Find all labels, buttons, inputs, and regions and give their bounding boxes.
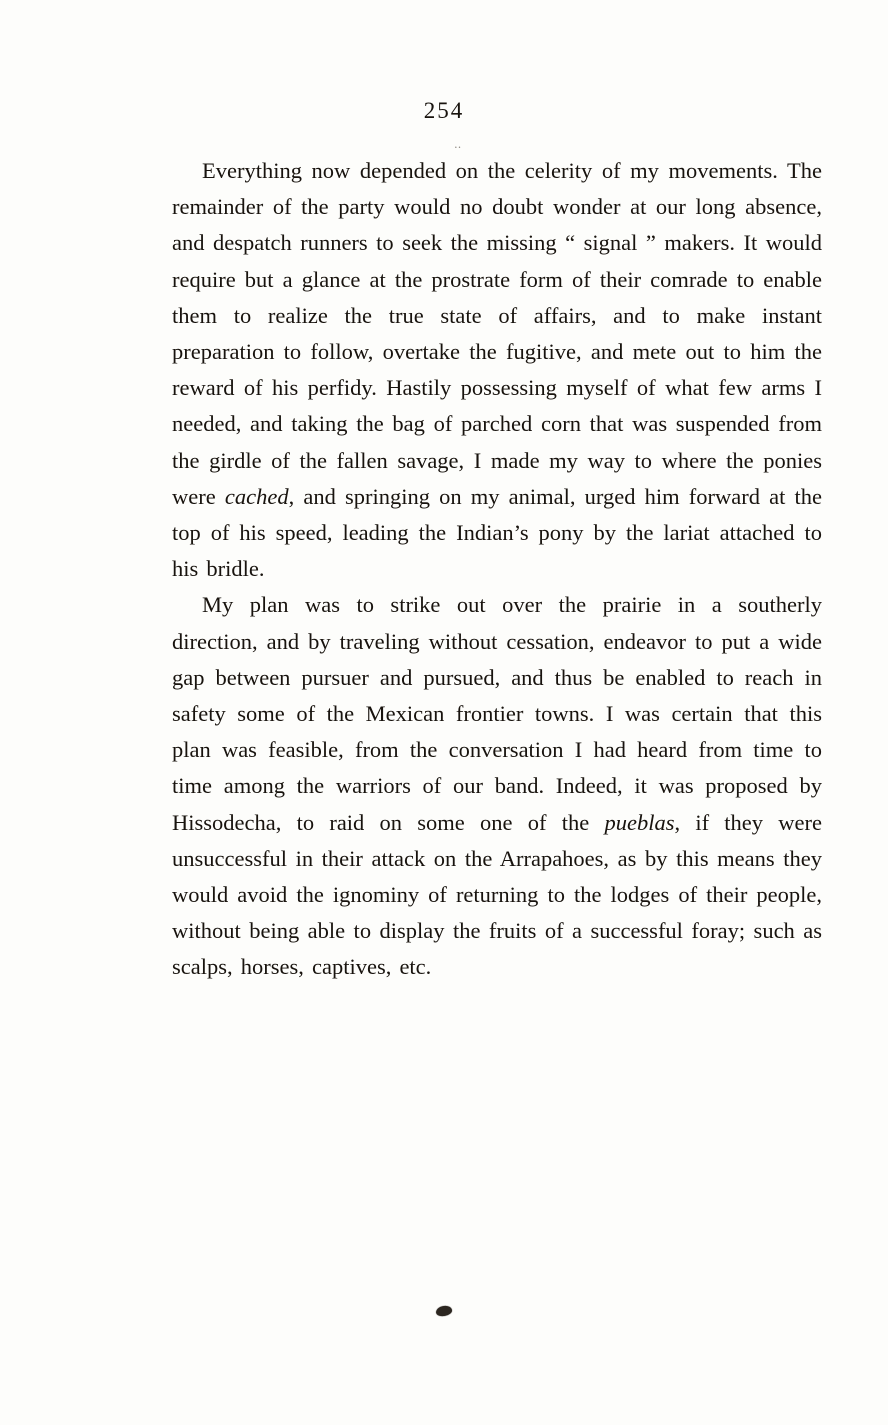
text-block [172,153,822,986]
scan-artifact: ‥ [454,139,463,151]
text-run: My plan was to strike out over the prairie in a southerly direction, and by traveling without cessation, endeavor to put a wide gap between pursuer and pursued, and thus be enabled to reach in safety some of the Mexican frontier towns. I was certain that this plan was feasible, from the conversation I had heard from time to time among the warriors of our band. Indeed, it was proposed by Hissodecha, to raid on some one of the [172,592,822,835]
paragraph [172,153,822,587]
ornament-dot [435,1305,452,1318]
italic-run: cached [224,483,289,509]
text-run: , if they were unsuccessful in their attack on the Arrapahoes, as by this means they would avoid the ignominy of returning to the lodges of their people, without being able to display the fruits of a successful foray; such as scalps, horses, captives, etc. [172,809,822,980]
text-run: , and springing on my animal, urged him forward at the top of his speed, leading the Indian’s pony by the lariat attached to his bridle. [172,483,822,582]
page-number: 254 [423,98,465,123]
text-run: Everything now depended on the celerity of my movements. The remainder of the party would no doubt wonder at our long absence, and despatch runners to seek the missing “ signal ” makers. It would require but a glance at the prostrate form of their comrade to enable them to realize the true state of affairs, and to make instant preparation to follow, overtake the fugitive, and mete out to him the reward of his perfidy. Hastily possessing myself of what few arms I needed, and taking the bag of parched corn that was suspended from the girdle of the fallen savage, I made my way to where the ponies were [172,158,822,509]
italic-run: pueblas [604,809,675,835]
paragraph [172,587,822,985]
